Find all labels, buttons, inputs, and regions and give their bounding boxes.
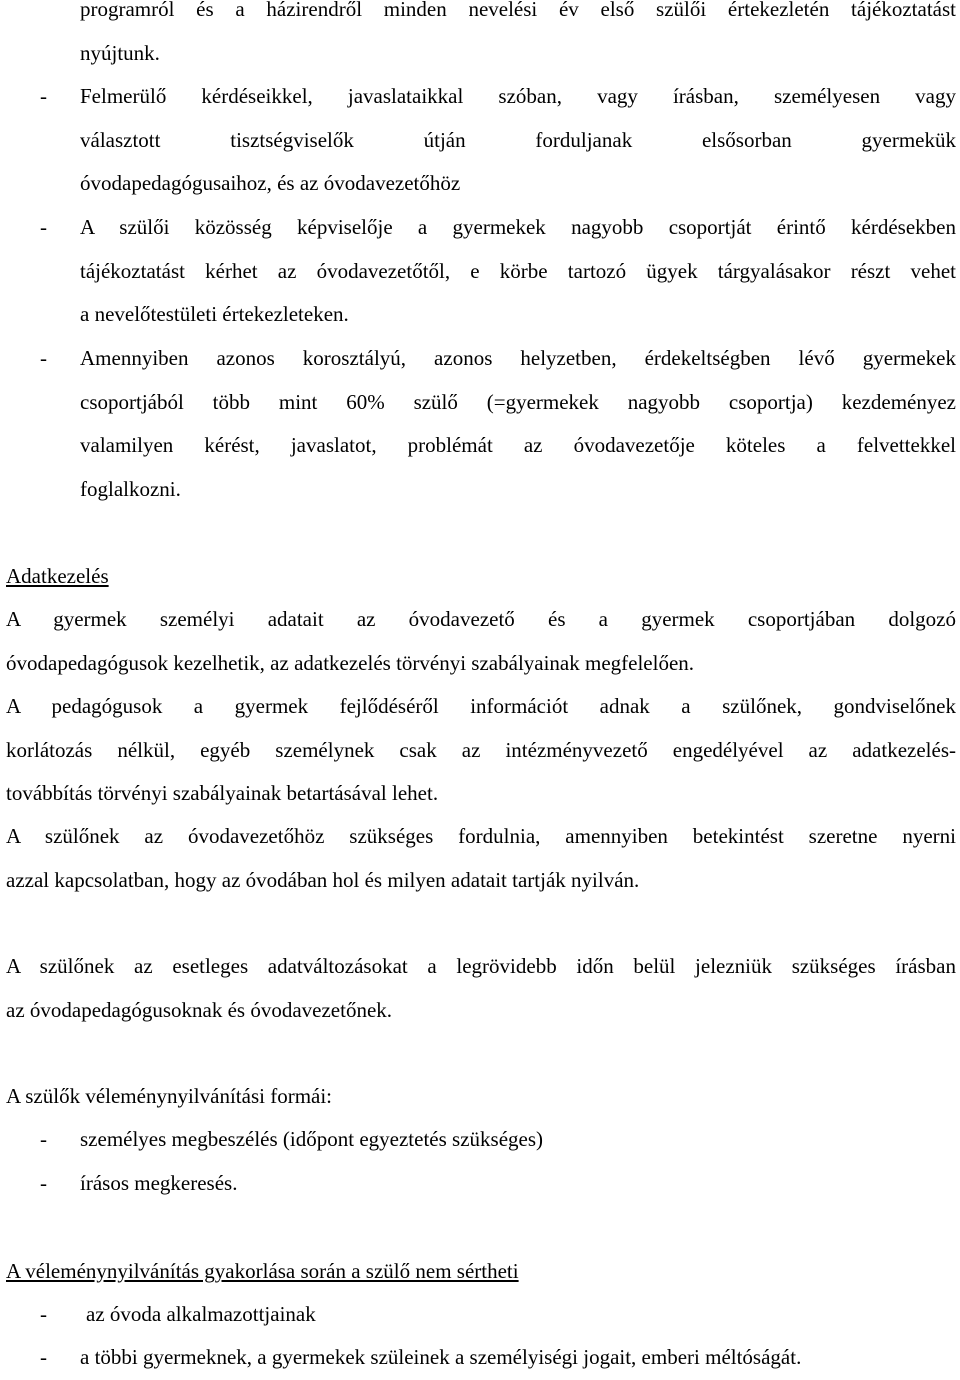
heading-text: A véleménynyilvánítás gyakorlása során a szülő nem sértheti [6,1259,519,1283]
list-item-text [80,75,956,206]
text-line: A szülőnek az óvodavezetőhöz szükséges fordulnia, amennyiben betekintést szeretne nyerni [6,824,956,848]
text-line: A gyermek személyi adatait az óvodavezető és a gyermek csoportjában dolgozó [6,607,956,631]
heading-text: A szülők véleménynyilvánítási formái: [6,1084,333,1108]
continuation-paragraph [80,0,956,75]
text-line: A szülői közösség képviselője a gyermekek nagyobb csoportját érintő kérdésekben [80,215,956,239]
text-line: korlátozás nélkül, egyéb személynek csak az intézményvezető engedélyével az adatkezelés- [6,737,956,762]
text-line: nyújtunk. [80,40,160,65]
list-item-text [80,337,956,511]
text-line: a nevelőtestületi értekezleteken. [80,302,349,326]
section-heading-gyakorlas [6,1250,956,1294]
text-line: az óvoda alkalmazottjainak [86,1302,316,1326]
list-item-text [80,1336,956,1380]
text-line: Amennyiben azonos korosztályú, azonos helyzetben, érdekeltségben lévő gyermekek [80,346,956,370]
dash-marker: - [40,1345,47,1369]
text-line: óvodapedagógusaihoz, és az óvodavezetőhöz [80,171,461,195]
text-line: azzal kapcsolatban, hogy az óvodában hol és milyen adatait tartják nyilván. [6,867,640,892]
section-heading-velemeny [6,1075,956,1119]
text-line: csoportjából több mint 60% szülő (=gyermekek nagyobb csoportja) kezdeményez [80,389,956,414]
text-line: óvodapedagógusok kezelhetik, az adatkezelés törvényi szabályainak megfelelően. [6,650,695,675]
text-line: az óvodapedagógusoknak és óvodavezetőnek. [6,997,393,1022]
dash-marker: - [40,1127,47,1151]
text-line: programról és a házirendről minden nevelési év első szülői értekezletén tájékoztatást [80,0,956,21]
text-line: valamilyen kérést, javaslatot, problémát az óvodavezetője köteles a felvettekkel [80,433,956,457]
text-line: Felmerülő kérdéseikkel, javaslataikkal szóban, vagy írásban, személyesen vagy [80,84,956,108]
list-item-text [80,1118,956,1162]
text-line: a többi gyermeknek, a gyermekek szüleinek a személyiségi jogait, emberi méltóságát. [80,1345,802,1369]
text-line: A szülőnek az esetleges adatváltozásokat a legrövidebb időn belül jelezniük szükséges írásban [6,954,956,978]
text-line: továbbítás törvényi szabályainak betartásával lehet. [6,781,439,805]
paragraph [6,598,956,685]
list-item-text [80,1162,956,1206]
heading-text: Adatkezelés [6,564,109,588]
dash-marker: - [40,215,47,239]
text-line: A pedagógusok a gyermek fejlődéséről információt adnak a szülőnek, gondviselőnek [6,694,956,718]
text-line: írásos megkeresés. [80,1171,238,1195]
paragraph [6,685,956,816]
paragraph [6,815,956,902]
text-line: foglalkozni. [80,476,181,501]
dash-marker: - [40,84,47,108]
list-item-text [86,1293,956,1337]
dash-marker: - [40,1302,47,1326]
text-line: választott tisztségviselők útján forduljanak elsősorban gyermekük [80,127,956,152]
text-line: személyes megbeszélés (időpont egyeztetés szükséges) [80,1127,543,1151]
list-item-text [80,206,956,337]
text-line: tájékoztatást kérhet az óvodavezetőtől, e körbe tartozó ügyek tárgyalásakor részt vehet [80,258,956,283]
paragraph [6,945,956,1032]
dash-marker: - [40,1171,47,1195]
section-heading-adatkezeles [6,555,956,599]
dash-marker: - [40,346,47,370]
